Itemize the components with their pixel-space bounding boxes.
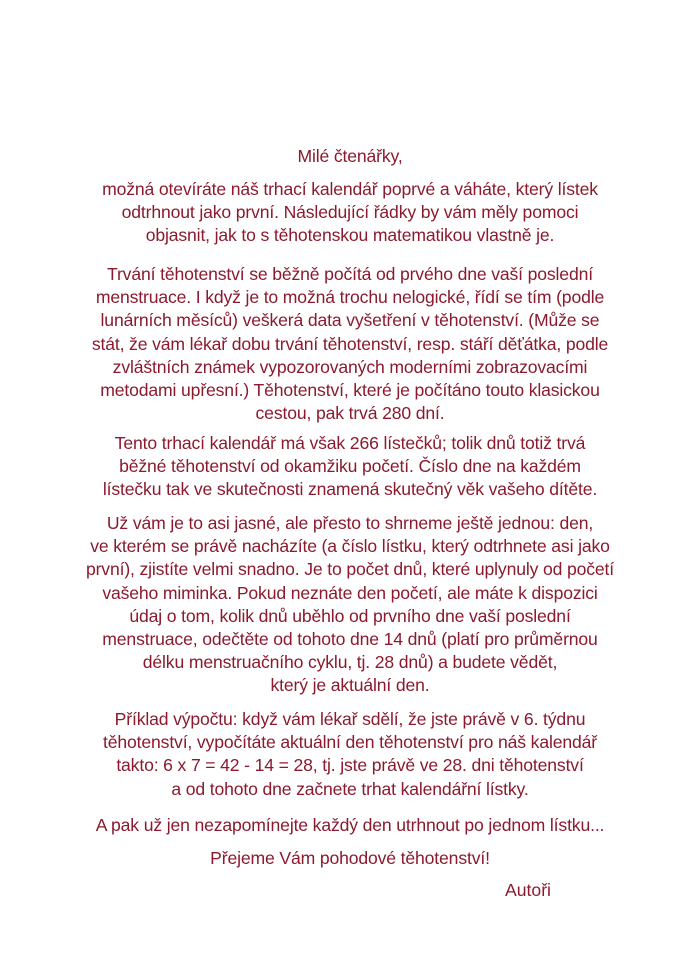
text-line: Příklad výpočtu: když vám lékař sdělí, že jste právě v 6. týdnu [114, 709, 586, 729]
text-line: Přejeme Vám pohodové těhotenství! [210, 848, 490, 868]
text-line: ve kterém se právě nacházíte (a číslo lístku, který odtrhnete asi jako [90, 536, 610, 557]
signature: Autoři [505, 880, 551, 900]
text-line: metodami upřesní.) Těhotenství, které je počítáno touto klasickou [100, 380, 600, 401]
text-line: a od tohoto dne začnete trhat kalendářní lístky. [171, 778, 529, 799]
text-line: délku menstruačního cyklu, tj. 28 dnů) a budete vědět, [142, 652, 558, 673]
text-line: vašeho miminka. Pokud neznáte den početí, ale máte k dispozici [102, 582, 598, 603]
text-line: zvláštních známek vypozorovaných moderními zobrazovacími [112, 356, 588, 377]
text-line: A pak už jen nezapomínejte každý den utrhnout po jednom lístku... [95, 815, 605, 835]
text-line: lunárních měsíců) veškerá data vyšetření v těhotenství. (Může se [100, 310, 600, 331]
text-line: těhotenství, vypočítáte aktuální den těhotenství pro náš kalendář [103, 732, 597, 753]
text-line: Tento trhací kalendář má však 266 lístečků; tolik dnů totiž trvá [114, 433, 586, 453]
paragraph-example [0, 708, 700, 801]
text-line: lístečku tak ve skutečnosti znamená skutečný věk vašeho dítěte. [102, 479, 598, 500]
text-line: stát, že vám lékař dobu trvání těhotenství, resp. stáří děťátka, podle [91, 333, 609, 354]
text-line: cestou, pak trvá 280 dní. [255, 403, 445, 424]
text-line: který je aktuální den. [270, 675, 430, 696]
text-line: objasnit, jak to s těhotenskou matematikou vlastně je. [145, 225, 555, 246]
text-line: menstruace. I když je to možná trochu nelogické, řídí se tím (podle [95, 287, 605, 308]
text-line: Už vám je to asi jasné, ale přesto to shrneme ještě jednou: den, [106, 513, 594, 533]
paragraph-duration [0, 263, 700, 425]
paragraph-wish [0, 847, 700, 870]
text-line: první), zjistíte velmi snadno. Je to počet dnů, které uplynuly od početí [85, 559, 615, 580]
text-line: běžné těhotenství od okamžiku početí. Číslo dne na každém [119, 456, 581, 477]
paragraph-calendar [0, 432, 700, 502]
paragraph-intro [0, 178, 700, 248]
text-line: takto: 6 x 7 = 42 - 14 = 28, tj. jste právě ve 28. dni těhotenství [116, 755, 584, 776]
text-line: menstruace, odečtěte od tohoto dne 14 dnů (platí pro průměrnou [102, 629, 598, 650]
text-line: údaj o tom, kolik dnů uběhlo od prvního dne vaší poslední [129, 605, 571, 626]
greeting [0, 145, 700, 168]
paragraph-summary [0, 512, 700, 698]
text-line: Trvání těhotenství se běžně počítá od prvého dne vaší poslední [107, 264, 593, 284]
text-line: možná otevíráte náš trhací kalendář poprvé a váháte, který lístek [102, 179, 598, 199]
text-line: odtrhnout jako první. Následující řádky by vám měly pomoci [121, 202, 579, 223]
greeting-line: Milé čtenářky, [297, 146, 403, 166]
paragraph-reminder [0, 814, 700, 837]
